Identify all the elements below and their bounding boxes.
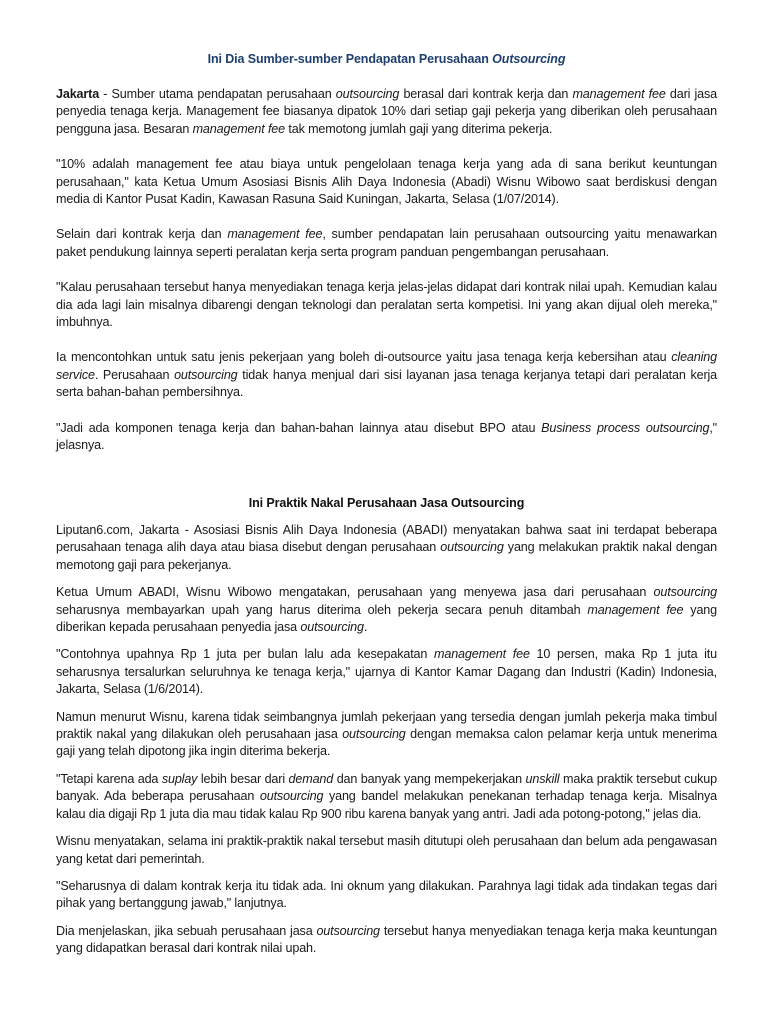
paragraph: Wisnu menyatakan, selama ini praktik-praktik nakal tersebut masih ditutupi oleh perusahaan dan belum ada pengawasan yang ketat dari pemerintah. [56,834,717,866]
paragraph: "Kalau perusahaan tersebut hanya menyediakan tenaga kerja jelas-jelas didapat dari kontrak nilai upah. Kemudian kalau dia ada lagi lain misalnya dibarengi dengan teknologi dan peralatan serta kompetisi. Ini yang akan dijual oleh mereka," imbuhnya. [56,280,717,330]
paragraph: Liputan6.com, Jakarta - Asosiasi Bisnis Alih Daya Indonesia (ABADI) menyatakan bahwa saat ini terdapat beberapa perusahaan tenaga alih daya atau biasa disebut dengan perusahaan outsourcing yang melakukan praktik nakal dengan memotong gaji para pekerjanya. [56,523,717,572]
paragraph: "Tetapi karena ada suplay lebih besar dari demand dan banyak yang mempekerjakan unskill maka praktik tersebut cukup banyak. Ada beberapa perusahaan outsourcing yang bandel melakukan penekanan terhadap tenaga kerja. Misalnya kalau dia digaji Rp 1 juta dia mau tidak kalau Rp 900 ribu karena banyak yang antri. Jadi ada potong-potong," jelas dia. [56,771,718,821]
paragraph: Dia menjelaskan, jika sebuah perusahaan jasa outsourcing tersebut hanya menyediakan tenaga kerja maka keuntungan yang didapatkan berasal dari kontrak nilai upah. [56,923,717,956]
paragraph: "Seharusnya di dalam kontrak kerja itu tidak ada. Ini oknum yang dilakukan. Parahnya lagi tidak ada tindakan tegas dari pihak yang bertanggung jawab," lanjutnya. [56,878,717,911]
article-praktik-nakal [56,496,717,968]
paragraph: Namun menurut Wisnu, karena tidak seimbangnya jumlah pekerjaan yang tersedia dengan jumlah pekerja maka timbul praktik nakal yang dilakukan oleh perusahaan jasa outsourcing dengan memaksa calon pelamar kerja untuk menerima gaji yang telah dipotong jika ingin diterima bekerja. [56,709,717,759]
article-title: Ini Dia Sumber-sumber Pendapatan Perusahaan Outsourcing [207,52,566,66]
article-sumber-pendapatan [56,52,717,473]
paragraph: "Contohnya upahnya Rp 1 juta per bulan lalu ada kesepakatan management fee 10 persen, maka Rp 1 juta itu seharusnya tersalurkan seluruhnya ke tenaga kerja," ujarnya di Kantor Kamar Dagang dan Industri (Kadin) Indonesia, Jakarta, Selasa (1/6/2014). [56,647,718,697]
article-title: Ini Praktik Nakal Perusahaan Jasa Outsourcing [248,496,525,510]
paragraph: Ketua Umum ABADI, Wisnu Wibowo mengatakan, perusahaan yang menyewa jasa dari perusahaan outsourcing seharusnya membayarkan upah yang harus diterima oleh pekerja secara penuh ditambah management fee yang diberikan kepada perusahaan penyedia jasa outsourcing. [56,585,718,635]
paragraph: "10% adalah management fee atau biaya untuk pengelolaan tenaga kerja yang ada di sana berikut keuntungan perusahaan," kata Ketua Umum Asosiasi Bisnis Alih Daya Indonesia (Abadi) Wisnu Wibowo saat berdiskusi dengan media di Kantor Pusat Kadin, Kawasan Rasuna Said Kuningan, Jakarta, Selasa (1/07/2014). [56,157,717,207]
paragraph: Jakarta - Sumber utama pendapatan perusahaan outsourcing berasal dari kontrak kerja dan management fee dari jasa penyedia tenaga kerja. Management fee biasanya dipatok 10% dari setiap gaji pekerja yang diberikan oleh perusahaan pengguna jasa. Besaran management fee tak memotong jumlah gaji yang diterima pekerja. [56,87,717,136]
paragraph: Ia mencontohkan untuk satu jenis pekerjaan yang boleh di-outsource yaitu jasa tenaga kerja kebersihan atau cleaning service. Perusahaan outsourcing tidak hanya menjual dari sisi layanan jasa tenaga kerjanya tetapi dari peralatan kerja serta bahan-bahan pembersihnya. [56,350,717,400]
paragraph: "Jadi ada komponen tenaga kerja dan bahan-bahan lainnya atau disebut BPO atau Business process outsourcing," jelasnya. [56,420,717,453]
paragraph: Selain dari kontrak kerja dan management fee, sumber pendapatan lain perusahaan outsourcing yaitu menawarkan paket pendukung lainnya seperti peralatan kerja serta program panduan pengembangan perusahaan. [56,227,717,259]
